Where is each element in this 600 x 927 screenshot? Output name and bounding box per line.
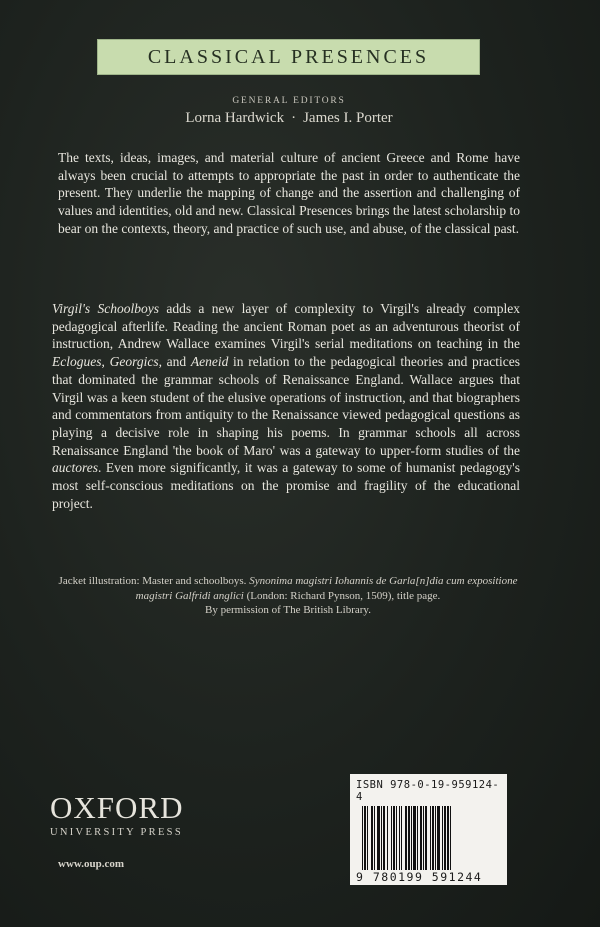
- barcode-bar: [401, 806, 402, 870]
- barcode-bar: [362, 806, 363, 870]
- publisher-press: UNIVERSITY PRESS: [50, 827, 183, 838]
- barcode-bar: [374, 806, 375, 870]
- barcode-bar: [364, 806, 366, 870]
- general-editors-label: GENERAL EDITORS: [232, 96, 346, 106]
- barcode-bar: [413, 806, 416, 870]
- barcode-bar: [425, 806, 427, 870]
- barcode-bar: [408, 806, 410, 870]
- isbn-label: ISBN 978-0-19-959124-4: [356, 779, 500, 803]
- barcode-bar: [387, 806, 388, 870]
- jacket-illustration-credit: Jacket illustration: Master and schoolboys. Synonima magistri Iohannis de Garla[n]dia cum expositione magistri Galfridi anglici (London: Richard Pynson, 1509), title page. By permission of The British Library.: [58, 575, 518, 616]
- barcode-bar: [393, 806, 395, 870]
- barcode-bar: [447, 806, 449, 870]
- editor-name: James I. Porter: [303, 110, 393, 126]
- barcode-bar: [450, 806, 451, 870]
- general-editors: [0, 110, 578, 127]
- book-blurb: Virgil's Schoolboys adds a new layer of complexity to Virgil's already complex pedagogical afterlife. Reading the ancient Roman poet as an adventurous theorist of instruction, Andrew Wallace examines Virgil's serial meditations on teaching in the Eclogues, Georgics, and Aeneid in relation to the pedagogical theories and practices that dominated the grammar schools of Renaissance England. Wallace argues that Virgil was a keen student of the elusive operations of instruction, and that biographers and commentators from antiquity to the Renaissance viewed pedagogical questions as playing a decisive role in shaping his poems. In grammar schools all across Renaissance England 'the book of Maro' was a gateway to upper-form studies of the auctores. Even more significantly, it was a gateway to some of humanist pedagogy's most self-conscious meditations on the promise and fragility of the educational project.: [52, 301, 521, 511]
- barcode-bar: [367, 806, 368, 870]
- barcode-bar: [381, 806, 382, 870]
- editor-name: Lorna Hardwick: [185, 110, 285, 126]
- barcode-bar: [432, 806, 434, 870]
- barcode-bar: [383, 806, 385, 870]
- barcode-bars: [356, 806, 501, 872]
- barcode-bar: [396, 806, 397, 870]
- publisher-url: www.oup.com: [58, 858, 125, 870]
- barcode-bar: [405, 806, 407, 870]
- barcode-number: 9 780199 591244: [356, 870, 483, 884]
- series-title: CLASSICAL PRESENCES: [147, 45, 430, 68]
- barcode-bar: [411, 806, 412, 870]
- barcode-bar: [430, 806, 431, 870]
- isbn-barcode: [350, 774, 507, 885]
- book-title: Virgil's Schoolboys: [52, 301, 159, 316]
- permission-note: By permission of The British Library.: [205, 604, 371, 616]
- barcode-bar: [420, 806, 422, 870]
- barcode-bar: [399, 806, 400, 870]
- barcode-bar: [417, 806, 418, 870]
- barcode-bar: [391, 806, 392, 870]
- barcode-bar: [377, 806, 380, 870]
- barcode-bar: [371, 806, 373, 870]
- series-description: The texts, ideas, images, and material culture of ancient Greece and Rome have always been crucial to attempts to appropriate the past in order to authenticate the present. They underlie the mapping of change and the assertion and challenging of values and identities, old and new. Classical Presences brings the latest scholarship to bear on the contexts, theory, and practice of such use, and abuse, of the classical past.: [58, 150, 520, 236]
- publisher-name: OXFORD: [50, 790, 184, 825]
- barcode-bar: [444, 806, 446, 870]
- barcode-bar: [435, 806, 436, 870]
- editor-separator: ·: [291, 110, 297, 126]
- barcode-bar: [437, 806, 440, 870]
- barcode-bar: [442, 806, 443, 870]
- series-banner: [97, 39, 480, 75]
- barcode-bar: [423, 806, 424, 870]
- publisher-logo: [50, 790, 184, 838]
